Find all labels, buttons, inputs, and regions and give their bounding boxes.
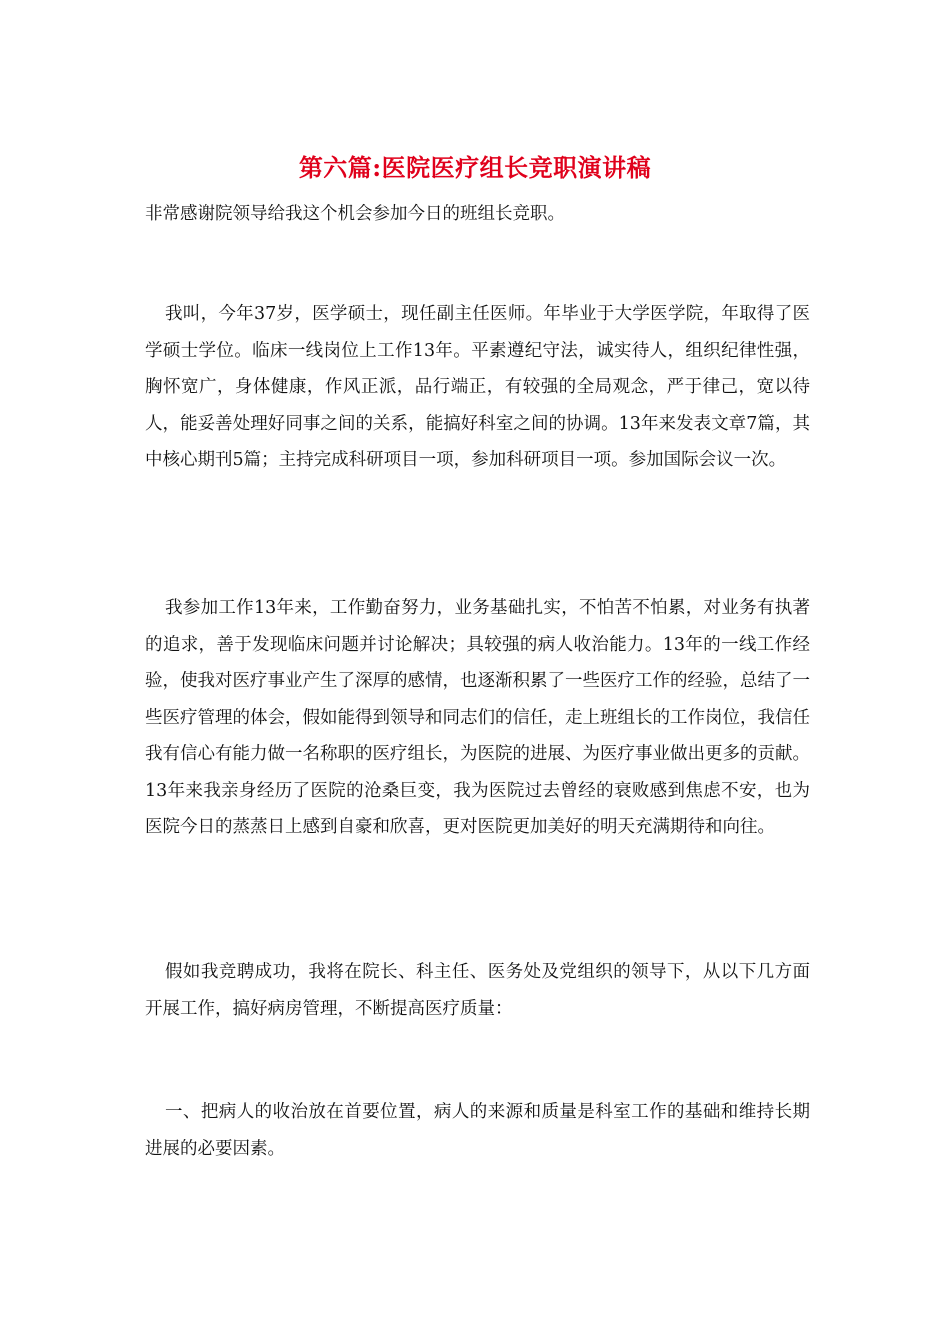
document-title: 第六篇:医院医疗组长竞职演讲稿 xyxy=(298,153,652,182)
paragraph-opening: 非常感谢院领导给我这个机会参加今日的班组长竞职。 xyxy=(145,204,565,224)
paragraph-work-plan-intro: 假如我竞聘成功，我将在院长、科主任、医务处及党组织的领导下，从以下几方面开展工作，搞好病房管理，不断提高医疗质量： xyxy=(145,962,810,1019)
paragraph-plan-item-1: 一、把病人的收治放在首要位置，病人的来源和质量是科室工作的基础和维持长期进展的必要因素。 xyxy=(145,1102,810,1159)
paragraph-work-experience: 我参加工作13年来，工作勤奋努力，业务基础扎实，不怕苦不怕累，对业务有执著的追求，善于发现临床问题并讨论解决；具较强的病人收治能力。13年的一线工作经验，使我对医疗事业产生了深厚的感情，也逐渐积累了一些医疗工作的经验，总结了一些医疗管理的体会，假如能得到领导和同志们的信任，走上班组长的工作岗位，我信任我有信心有能力做一名称职的医疗组长，为医院的进展、为医疗事业做出更多的贡献。13年来我亲身经历了医院的沧桑巨变，我为医院过去曾经的衰败感到焦虑不安，也为医院今日的蒸蒸日上感到自豪和欣喜，更对医院更加美好的明天充满期待和向往。 xyxy=(145,598,810,837)
paragraph-self-introduction: 我叫，今年37岁，医学硕士，现任副主任医师。年毕业于大学医学院，年取得了医学硕士学位。临床一线岗位上工作13年。平素遵纪守法，诚实待人，组织纪律性强，胸怀宽广，身体健康，作风正派，品行端正，有较强的全局观念，严于律己，宽以待人，能妥善处理好同事之间的关系，能搞好科室之间的协调。13年来发表文章7篇，其中核心期刊5篇；主持完成科研项目一项，参加科研项目一项。参加国际会议一次。 xyxy=(145,304,810,470)
